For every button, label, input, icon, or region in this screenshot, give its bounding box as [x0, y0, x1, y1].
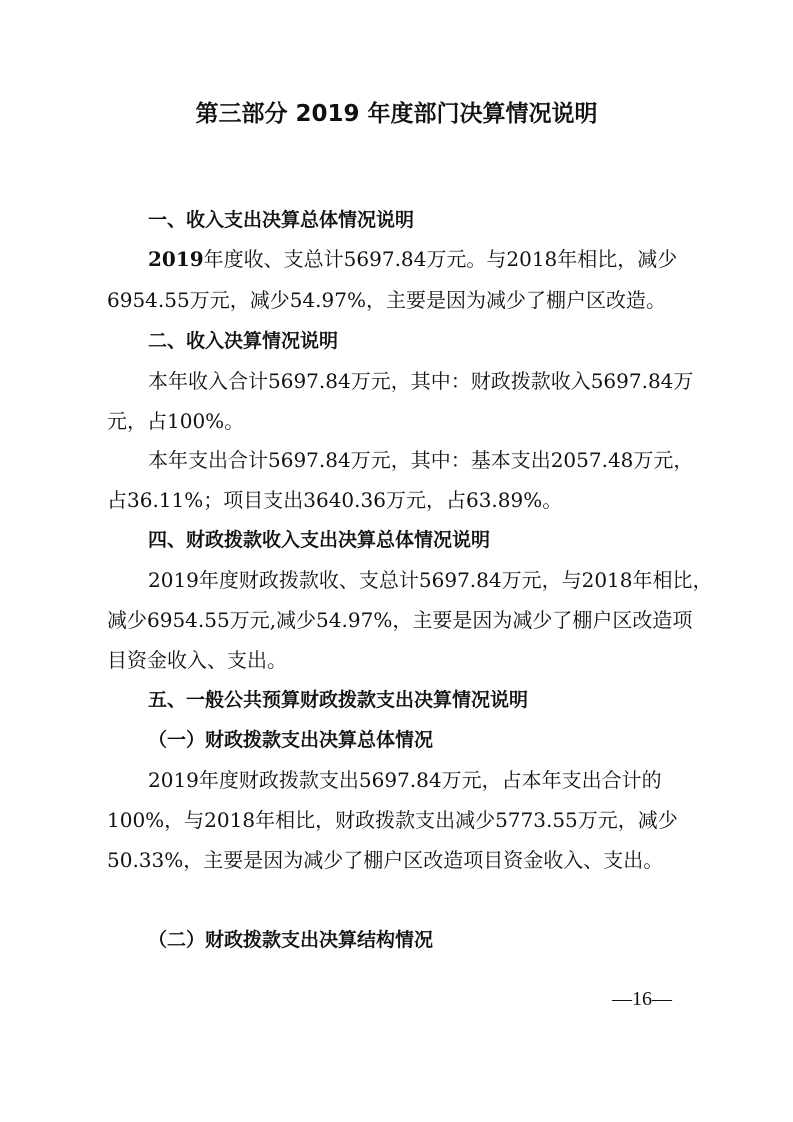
- subsection-heading-2: （二）财政拨款支出决算结构情况: [148, 929, 434, 951]
- paragraph-text: 年度收、支总计5697.84万元。与2018年相比，减少: [203, 247, 678, 271]
- paragraph-line: 100%，与2018年相比，财政拨款支出减少5773.55万元，减少: [107, 808, 678, 832]
- section-heading-4: 四、财政拨款收入支出决算总体情况说明: [148, 529, 491, 551]
- section-heading-1: 一、收入支出决算总体情况说明: [148, 209, 415, 231]
- year-text: 2019: [148, 247, 204, 271]
- section-heading-5: 五、一般公共预算财政拨款支出决算情况说明: [148, 689, 529, 711]
- paragraph-line: 2019年度财政拨款支出5697.84万元，占本年支出合计的: [148, 768, 662, 792]
- paragraph-line: [148, 245, 677, 273]
- paragraph-line: 目资金收入、支出。: [107, 648, 287, 672]
- paragraph-line: 元，占100%。: [107, 409, 245, 433]
- paragraph-line: 占36.11%；项目支出3640.36万元，占63.89%。: [107, 488, 563, 512]
- paragraph-line: 6954.55万元，减少54.97%，主要是因为减少了棚户区改造。: [107, 288, 666, 312]
- subsection-heading-1: （一）财政拨款支出决算总体情况: [148, 729, 434, 751]
- paragraph-line: 本年收入合计5697.84万元，其中：财政拨款收入5697.84万: [148, 369, 694, 393]
- paragraph-line: 2019年度财政拨款收、支总计5697.84万元，与2018年相比，: [148, 568, 713, 592]
- paragraph-line: 减少6954.55万元,减少54.97%，主要是因为减少了棚户区改造项: [107, 608, 693, 632]
- section-heading-2: 二、收入决算情况说明: [148, 330, 339, 352]
- page-number: —16—: [612, 988, 672, 1010]
- paragraph-line: 50.33%，主要是因为减少了棚户区改造项目资金收入、支出。: [107, 848, 664, 872]
- page-title: 第三部分 2019 年度部门决算情况说明: [195, 101, 598, 127]
- paragraph-line: 本年支出合计5697.84万元，其中：基本支出2057.48万元，: [148, 448, 694, 472]
